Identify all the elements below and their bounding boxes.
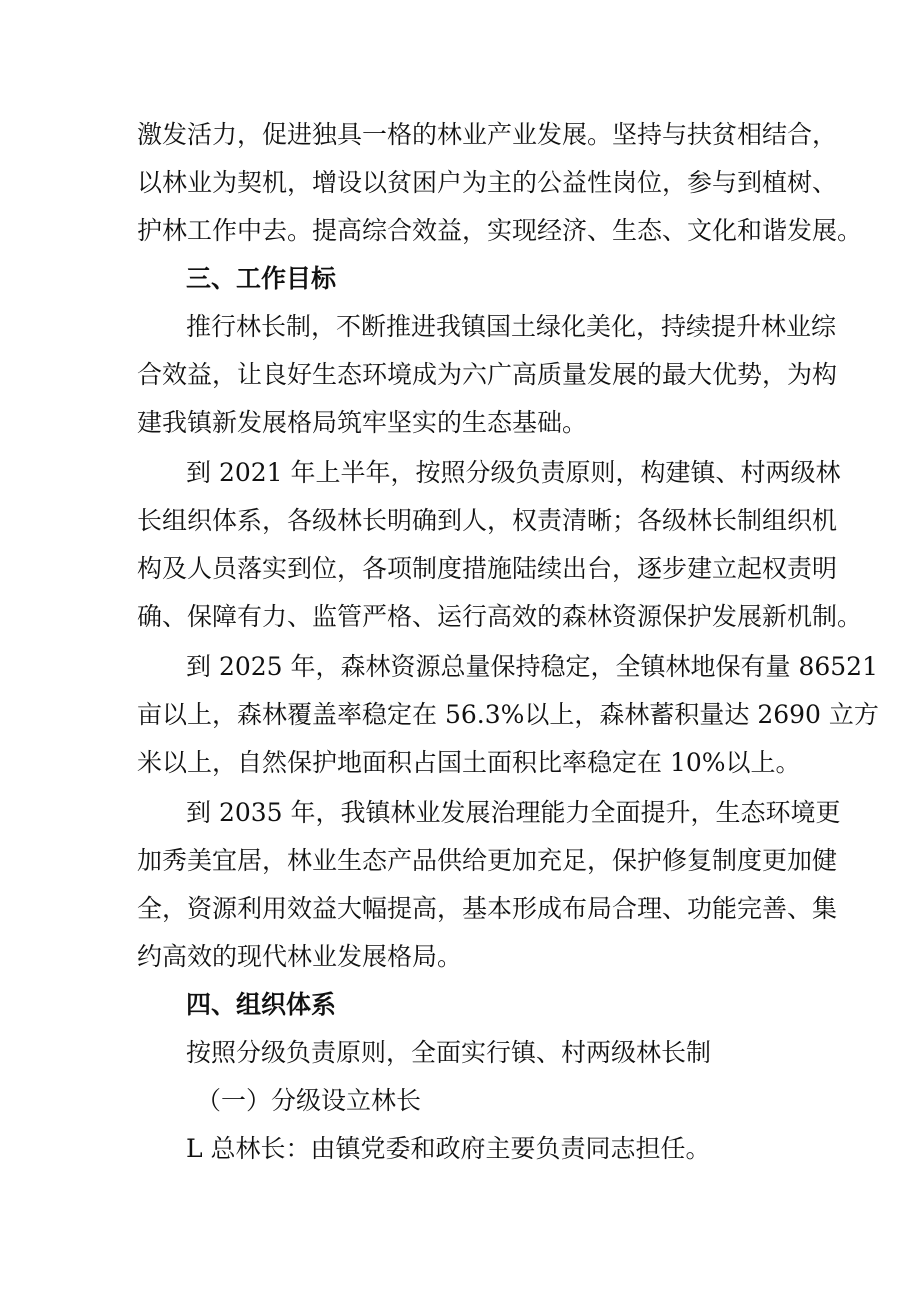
- goals-p4-line-1: 到 2035 年，我镇林业发展治理能力全面提升，生态环境更: [186, 798, 841, 827]
- goals-p4-line-3: 全，资源利用效益大幅提高，基本形成布局合理、功能完善、集: [137, 894, 838, 923]
- goals-p2-line-2: 长组织体系，各级林长明确到人，权责清晰；各级林长制组织机: [137, 506, 838, 535]
- organization-subheading-1: （一）分级设立林长: [196, 1086, 422, 1115]
- goals-p2-line-1: 到 2021 年上半年，按照分级负责原则，构建镇、村两级林: [186, 458, 841, 487]
- intro-line-2: 以林业为契机，增设以贫困户为主的公益性岗位，参与到植树、: [137, 168, 838, 197]
- goals-p3-line-3: 米以上，自然保护地面积占国土面积比率稳定在 10%以上。: [137, 748, 801, 777]
- organization-item-1: L 总林长：由镇党委和政府主要负责同志担任。: [186, 1134, 711, 1163]
- section-heading-organization: 四、组织体系: [186, 990, 337, 1019]
- goals-p2-line-4: 确、保障有力、监管严格、运行高效的森林资源保护发展新机制。: [137, 602, 863, 631]
- goals-p1-line-2: 合效益，让良好生态环境成为六广高质量发展的最大优势，为构: [137, 360, 838, 389]
- goals-p1-line-1: 推行林长制，不断推进我镇国土绿化美化，持续提升林业综: [186, 312, 837, 341]
- goals-p1-line-3: 建我镇新发展格局筑牢坚实的生态基础。: [137, 408, 588, 437]
- goals-p4-line-4: 约高效的现代林业发展格局。: [137, 942, 463, 971]
- intro-line-3: 护林工作中去。提高综合效益，实现经济、生态、文化和谐发展。: [137, 216, 863, 245]
- goals-p2-line-3: 构及人员落实到位，各项制度措施陆续出台，逐步建立起权责明: [137, 554, 838, 583]
- organization-intro: 按照分级负责原则，全面实行镇、村两级林长制: [186, 1038, 712, 1067]
- section-heading-goals: 三、工作目标: [186, 264, 337, 293]
- goals-p3-line-1: 到 2025 年，森林资源总量保持稳定，全镇林地保有量 86521: [186, 652, 878, 681]
- goals-p4-line-2: 加秀美宜居，林业生态产品供给更加充足，保护修复制度更加健: [137, 846, 838, 875]
- intro-line-1: 激发活力，促进独具一格的林业产业发展。坚持与扶贫相结合，: [137, 120, 838, 149]
- goals-p3-line-2: 亩以上，森林覆盖率稳定在 56.3%以上，森林蓄积量达 2690 立方: [137, 700, 879, 729]
